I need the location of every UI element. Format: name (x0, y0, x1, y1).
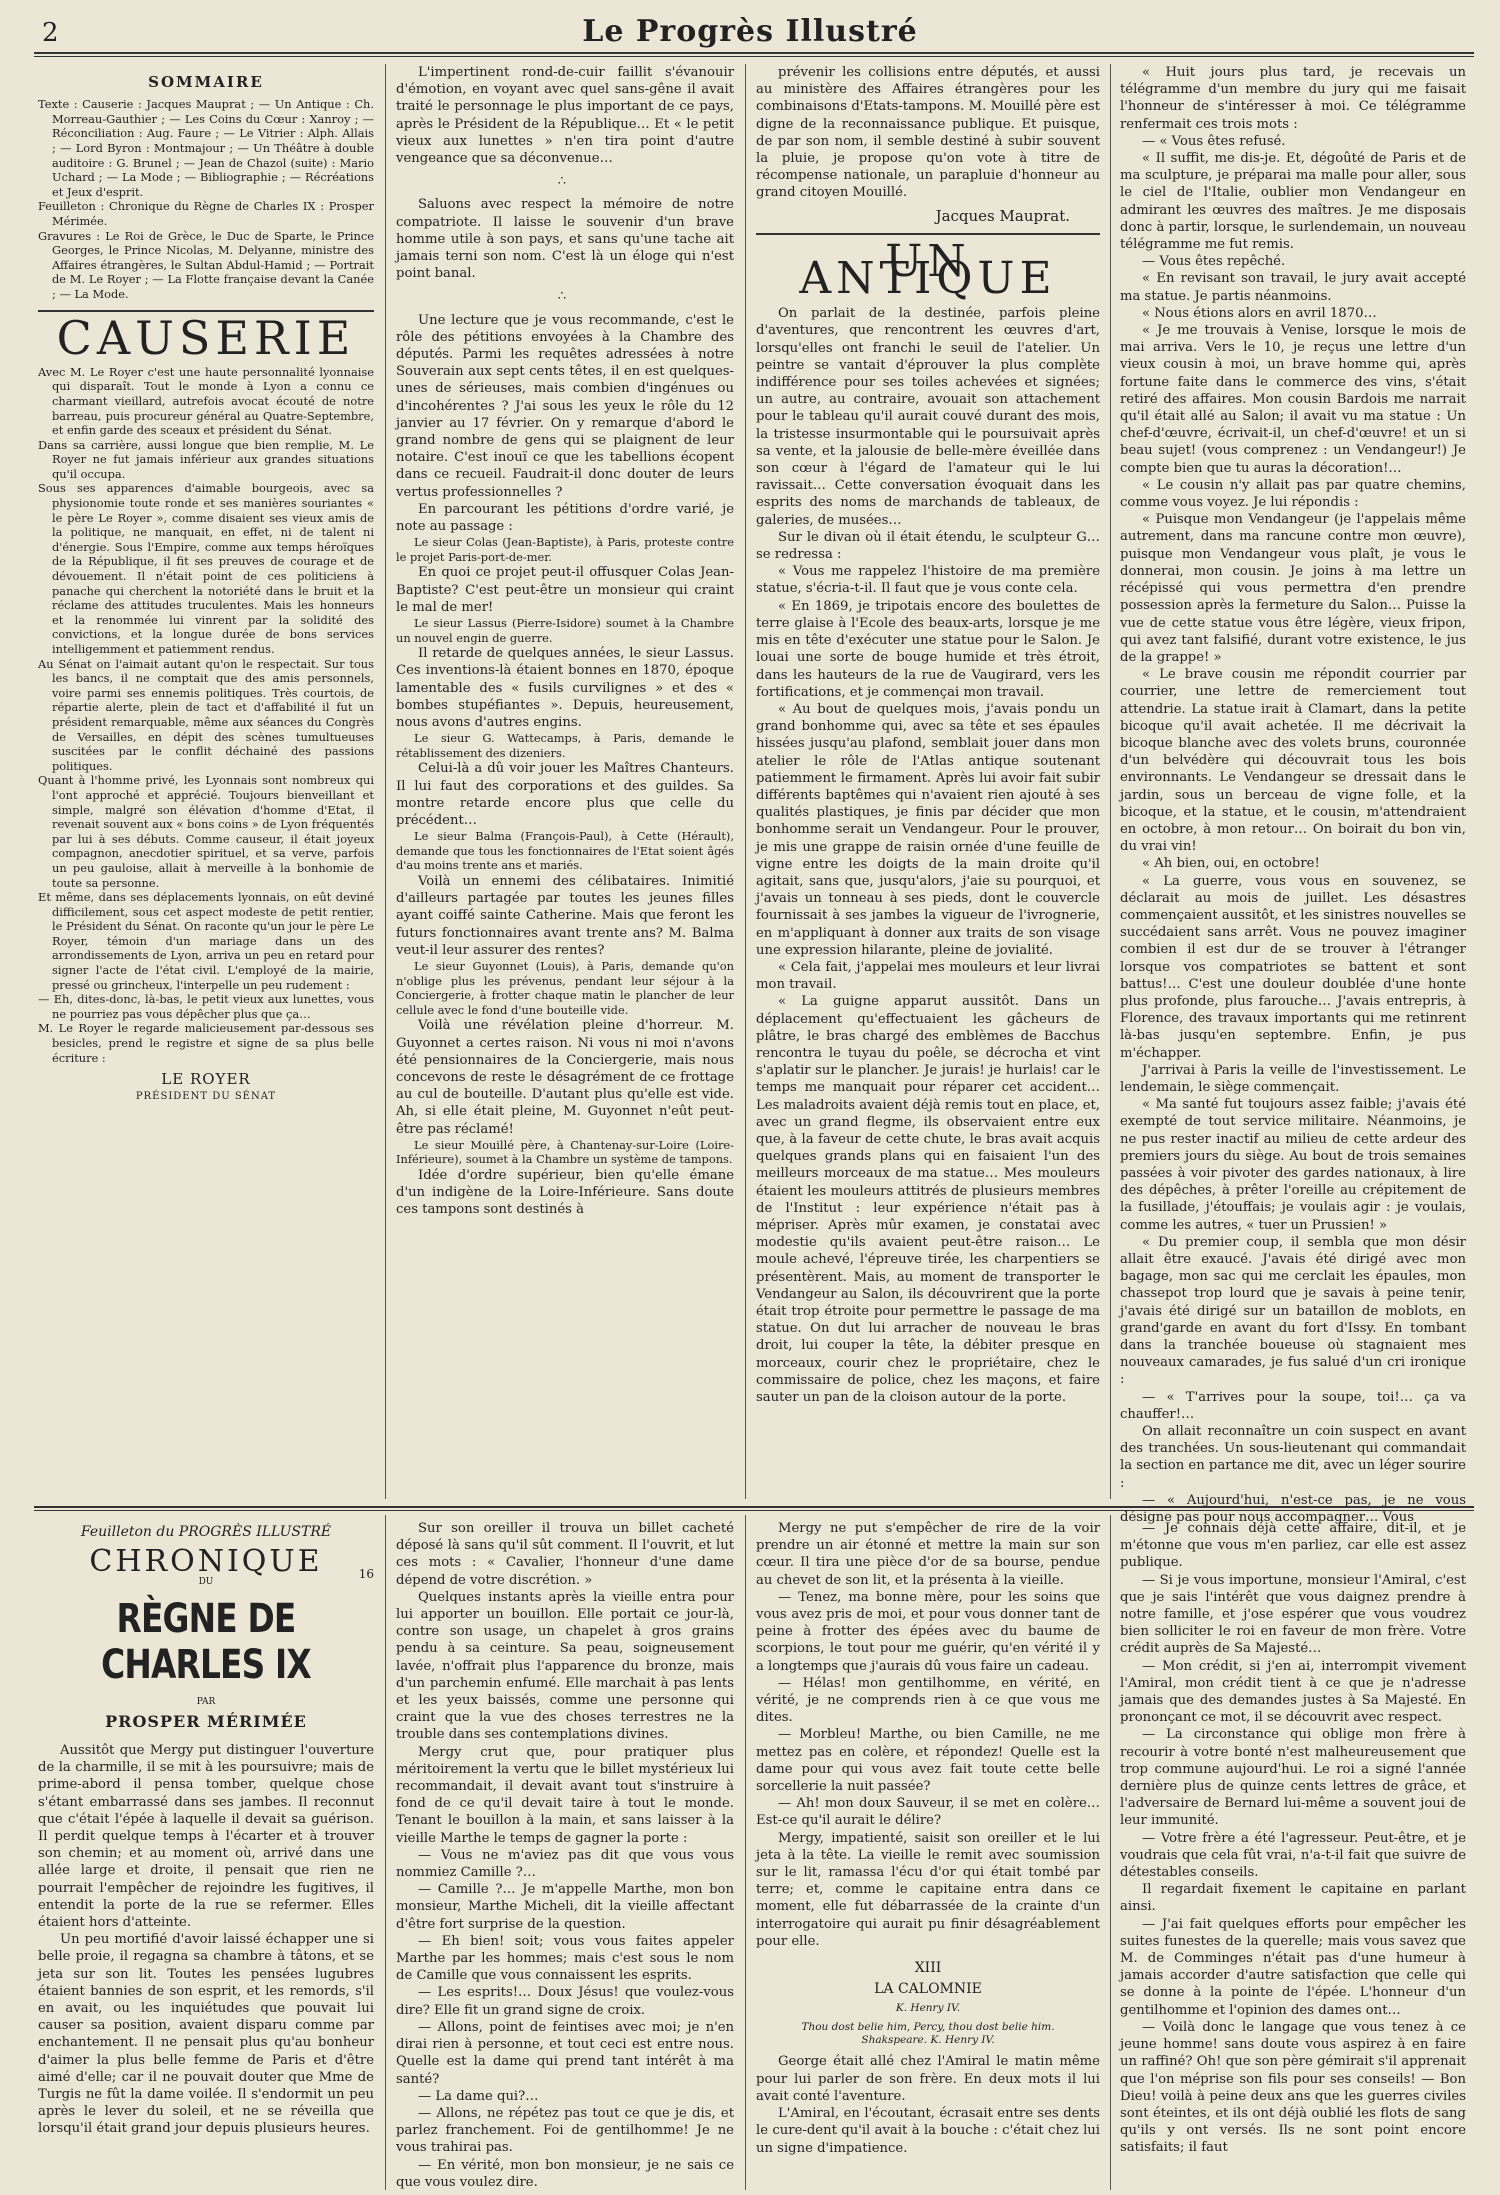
feuilleton-rule (34, 1506, 1474, 1508)
paragraph: — « Vous êtes refusé. (1142, 133, 1286, 149)
feuilleton-body-2 (396, 1520, 734, 2191)
paragraph: George était allé chez l'Amiral le matin même pour lui parler de son frère. En deux mots il lui avait conté l'aventure. (756, 2054, 1100, 2104)
column-feuilleton-1 (38, 1520, 374, 2190)
paragraph: « Le cousin n'y allait pas par quatre chemins, comme vous voyez. Je lui répondis : (1120, 477, 1466, 511)
signature-title: PRÉSIDENT DU SÉNAT (135, 1091, 277, 1103)
paragraph: Voilà une révélation pleine d'horreur. M. Guyonnet a certes raison. Ni vous ni moi n'avons été pensionnaires de la Conciergerie, mais nous concevons de reste le désagrément de ce frottage au cul de bouteille. D'autant plus qu'elle est vide. Ah, si elle était pleine, M. Guyonnet n'eût peut-être pas réclamé! (396, 1018, 734, 1137)
column-rule (745, 64, 746, 1499)
sommaire-feuilleton: Feuilleton : Chronique du Règne de Charles IX : Prosper Mérimée. (38, 199, 374, 228)
petition: Le sieur Balma (François-Paul), à Cette (Hérault), demande que tous les fonctionnaires de l'Etat soient âgés d'au moins trente ans et mariés. (396, 829, 734, 873)
petition: Le sieur Mouillé père, à Chantenay-sur-Loire (Loire-Inférieure), soumet à la Chambre un système de tampons. (396, 1137, 734, 1167)
petition: Le sieur Guyonnet (Louis), à Paris, demande qu'on n'oblige plus les prévenus, pendant leur séjour à la Conciergerie, à frotter chaque matin le plancher de leur cellule avec le fond d'une bouteille vide. (396, 959, 734, 1017)
section-separator: ∴ (557, 289, 573, 305)
paragraph: « Le brave cousin me répondit courrier par courrier, une lettre de remerciement tout attendrie. La statue irait à Clamart, dans la petite bicoque qu'il avait achetée. Il me décrivait la bicoque blanche avec des volets bruns, couronnée d'un belvédère qui découvrait tous les bois environnants. Le Vendangeur se dressait dans le jardin, sous un berceau de vigne folle, et la bicoque, et la statue, et le cousin, m'attendraient en octobre, à mon retour… On boirait du bon vin, du vrai vin! (1120, 667, 1466, 855)
sommaire-texte: Texte : Causerie : Jacques Mauprat ; — Un Antique : Ch. Morreau-Gauthier ; — Les Coins du Cœur : Xanroy ; — Réconciliation : Aug. Faure ; — Le Vitrier : Alph. Allais ; — Lord Byron : Montmajour ; — Un Théâtre à double auditoire : G. Brunel ; — Jean de Chazol (suite) : Mario Uchard ; — La Mode ; — Bibliographie ; — Récréations et Jeux d'esprit. (38, 97, 374, 199)
epigraph-ref: K. Henry IV. (895, 2002, 961, 2015)
paragraph: — Voilà donc le langage que vous tenez à ce jeune homme! sans doute vous aspirez à en faire un raffiné? Oh! que son père gémirait s'il apprenait que l'on méprise son fils pour ses conseils! — Bon Dieu! voilà à peine deux ans que les guerres civiles sont éteintes, et ils ont déjà oublié les flots de sang qu'ils y ont versés. Ils ne sont point encore satisfaits; il faut (1120, 2019, 1466, 2156)
feuilleton-author: PROSPER MÉRIMÉE (105, 1711, 307, 1731)
paragraph: — Tenez, ma bonne mère, pour les soins que vous avez pris de moi, et pour vous donner tant de peine à frotter des épées avec du baume de scorpions, le tout pour me guérir, qu'en vérité il y a longtemps que j'aurais dû vous faire un cadeau. (756, 1589, 1100, 1674)
petition: Le sieur G. Wattecamps, à Paris, demande le rétablissement des dizeniers. (396, 731, 734, 760)
paragraph: — Vous êtes repêché. (1142, 254, 1286, 270)
paragraph: — Les esprits!… Doux Jésus! que voulez-vous dire? Elle fit un grand signe de croix. (396, 1985, 734, 2018)
paragraph: — Si je vous importune, monsieur l'Amiral, c'est que je sais l'intérêt que vous daignez prendre à notre famille, et j'ose espérer que vous voudrez bien solliciter le roi en faveur de mon frère. Votre crédit auprès de Sa Majesté… (1120, 1572, 1466, 1657)
masthead: Le Progrès Illustré (582, 14, 918, 49)
column-rule (385, 64, 386, 1499)
paragraph: Saluons avec respect la mémoire de notre compatriote. Il laisse le souvenir d'un brave homme utile à son pays, et sans qu'une tache ait jamais terni son nom. C'est là un éloge qui n'est point banal. (396, 197, 734, 282)
paragraph: Il regardait fixement le capitaine en parlant ainsi. (1120, 1882, 1466, 1915)
column-feuilleton-4 (1120, 1520, 1466, 2190)
divider (756, 233, 1100, 235)
paragraph: Au Sénat on l'aimait autant qu'on le respectait. Sur tous les bancs, il ne comptait que des amis personnels, voire parmi ses ennemis politiques. Très courtois, de répartie alerte, plein de tact et d'affabilité il fut un président remarquable, même aux séances du Congrès de Versailles, en dépit des scènes tumultueuses suscitées par le conflit déchainé des passions politiques. (38, 656, 374, 773)
feuilleton-body-3b (756, 2053, 1100, 2156)
section-separator: ∴ (557, 174, 573, 190)
causerie-title: CAUSERIE (56, 310, 356, 365)
paragraph: — Allons, ne répétez pas tout ce que je dis, et parlez franchement. Foi de gentilhomme! Je ne vous trahirai pas. (396, 2105, 734, 2156)
paragraph: — « T'arrives pour la soupe, toi!… ça va chauffer!… (1120, 1389, 1466, 1422)
paragraph: En parcourant les pétitions d'ordre varié, je note au passage : (396, 501, 734, 535)
sommaire-heading: SOMMAIRE (148, 73, 264, 91)
column-antique-1 (756, 64, 1100, 1500)
du-label: DU (198, 1577, 214, 1588)
paragraph: Sur son oreiller il trouva un billet cacheté déposé là sans qu'il sût comment. Il l'ouvrit, et lut ces mots : « Cavalier, l'honneur d'une dame dépend de votre discrétion. » (396, 1521, 734, 1588)
column-rule (1110, 64, 1111, 1499)
paragraph: « La guigne apparut aussitôt. Dans un déplacement qu'effectuaient les gâcheurs de plâtre, le bras chargé des emblèmes de Bacchus rencontra le tuyau du poêle, se décrocha et vint s'aplatir sur le plancher. Je jurais! je hurlais! car le temps me manquait pour réparer cet accident… Les maladroits avaient déjà remis tout en place, et, avec un grand flegme, ils observaient entre eux que, à la faveur de cette chute, le bras avait acquis quelques grands plans qui en faisaient l'un des meilleurs morceaux de ma statue… Mes mouleurs étaient les mouleurs attitrés de plusieurs membres de l'Institut : leur expérience n'était pas à mépriser. Après mûr examen, je constatai avec modestie qu'ils avaient peut-être raison… Le moule achevé, l'épreuve tirée, les charpentiers se présentèrent. Mais, au moment de transporter le Vendangeur au Salon, ils découvrirent que la porte était trop étroite pour permettre le passage de ma statue. On dut lui arracher de nouveau le bras droit, lui couper la tête, la débiter presque en morceaux, courir chez le propriétaire, chez le commissaire de police, chez les maçons, et faire sauter un pan de la cloison autour de la porte. (756, 994, 1100, 1406)
paragraph: Dans sa carrière, aussi longue que bien remplie, M. Le Royer ne fut jamais inférieur aux grandes situations qu'il occupa. (38, 437, 374, 481)
paragraph: Aussitôt que Mergy put distinguer l'ouverture de la charmille, il se mit à les poursuivre; mais de prime-abord il pensa tomber, quelque chose s'étant embarrassé dans ses jambes. Il reconnut que c'était l'épée à laquelle il devait sa guérison. Il perdit quelque temps à l'écarter et à trouver son chemin; et au moment où, arrivé dans une allée large et droite, il pensait que rien ne pourrait l'empêcher de rejoindre les fugitives, il entendit la porte de la rue se refermer. Elles étaient hors d'atteinte. (38, 1743, 374, 1931)
paragraph: — La circonstance qui oblige mon frère à recourir à votre bonté n'est malheureusement que trop commune aujourd'hui. Le roi a signé l'année dernière plus de quinze cents lettres de grâce, et l'adversaire de Bernard lui-même a souvent joui de leur immunité. (1120, 1727, 1466, 1829)
paragraph: « Du premier coup, il sembla que mon désir allait être exaucé. J'avais été dirigé avec mon bagage, mon sac qui me cerclait les épaules, mon chassepot trop lourd que je savais à peine tenir, j'avais été dirigé sur un bataillon de moblots, en grand'garde en avant du fort d'Issy. En tombant dans la tranchée boueuse où stagnaient mes nouveaux camarades, je fus salué d'un cri ironique : (1120, 1234, 1466, 1388)
paragraph: L'Amiral, en l'écoutant, écrasait entre ses dents le cure-dent qu'il avait à la bouche : c'était chez lui un signe d'impatience. (756, 2106, 1100, 2156)
paragraph: « Huit jours plus tard, je recevais un télégramme d'un membre du jury qui me faisait l'honneur de s'intéresser à moi. Ce télégramme renfermait ces trois mots : (1120, 65, 1466, 132)
paragraph: — En vérité, mon bon monsieur, je ne sais ce que vous voulez dire. (396, 2157, 734, 2190)
paragraph: Un peu mortifié d'avoir laissé échapper une si belle proie, il regagna sa chambre à tâtons, et se jeta sur son lit. Toutes les pensées lugubres étaient bannies de son esprit, et les remords, s'il en avait, ou les inquiétudes que pouvait lui causer sa position, avaient disparu comme par enchantement. Il ne pensait plus qu'au bonheur d'aimer la plus belle femme de Paris et d'être aimé d'elle; car il ne pouvait douter que Mme de Turgis ne fût la dame voilée. Il s'endormit un peu après le lever du soleil, et ne se réveilla que lorsqu'il était grand jour depuis plusieurs heures. (38, 1932, 374, 2137)
paragraph: Mergy crut que, pour pratiquer plus méritoirement la vertu que le billet mystérieux lui recommandait, il devait avant tout s'instruire à fond de ce qu'il devait taire à tout le monde. Tenant le bouillon à la main, et sans laisser à la vieille Marthe le temps de gagner la porte : (396, 1744, 734, 1846)
paragraph: « Nous étions alors en avril 1870… (1142, 305, 1377, 321)
paragraph: — Mon crédit, si j'en ai, interrompit vivement l'Amiral, mon crédit tient à ce que je n'adresse jamais que des demandes justes à Sa Majesté. En prononçant ce mot, il se découvrit avec respect. (1120, 1658, 1466, 1726)
petition: Le sieur Colas (Jean-Baptiste), à Paris, proteste contre le projet Paris-port-de-mer. (396, 535, 734, 564)
paragraph: Et même, dans ses déplacements lyonnais, on eût deviné difficilement, sous cet aspect modeste de petit rentier, le Président du Sénat. On raconte qu'un jour le père Le Royer, témoin d'un mariage dans un des arrondissements de Lyon, arriva un peu en retard pour signer l'acte de l'état civil. L'employé de la mairie, pressé ou grincheux, l'interpelle un peu rudement : (38, 890, 374, 992)
paragraph: Mergy, impatienté, saisit son oreiller et le lui jeta à la tête. La vieille le remit avec soumission sur le lit, ramassa l'écu d'or qui était tombé par terre; et, comme le capitaine entra dans ce moment, elle fut débarrassée de la crainte d'un interrogatoire qui aurait pu finir désagréablement pour elle. (756, 1830, 1100, 1949)
paragraph: Il retarde de quelques années, le sieur Lassus. Ces inventions-là étaient bonnes en 1870, époque lamentable des « fusils curvilignes » et des « bombes stupéfiantes ». Depuis, heureusement, nous avons d'autres engins. (396, 646, 734, 731)
paragraph: Mergy ne put s'empêcher de rire de la voir prendre un air étonné et mettre la main sur son cœur. Il tira une pièce d'or de sa bourse, pendue au chevet de son lit, et la présenta à la vieille. (756, 1521, 1100, 1588)
paragraph: — Je connais déjà cette affaire, dit-il, et je m'étonne que vous m'en parliez, car elle est assez publique. (1120, 1521, 1466, 1571)
paragraph: « Ah bien, oui, en octobre! (1142, 856, 1320, 872)
column-feuilleton-2 (396, 1520, 734, 2190)
paragraph: « Cela fait, j'appelai mes mouleurs et leur livrai mon travail. (756, 959, 1100, 993)
epigraph: Thou dost belie him, Percy, thou dost belie him. (801, 2021, 1055, 2034)
paragraph: — Vous ne m'aviez pas dit que vous vous nommiez Camille ?… (396, 1847, 734, 1881)
paragraph: « Vous me rappelez l'histoire de ma première statue, s'écria-t-il. Il faut que je vous conte cela. (756, 564, 1100, 597)
top-rule (34, 52, 1474, 54)
regne-title: RÈGNE DE CHARLES IX (101, 1595, 311, 1688)
paragraph: — Ah! mon doux Sauveur, il se met en colère… Est-ce qu'il aurait le délire? (756, 1796, 1100, 1829)
paragraph: On parlait de la destinée, parfois pleine d'aventures, que rencontrent les œuvres d'art, lorsqu'elles ont franchi le seuil de l'atelier. Un peintre se vantait d'éprouver la plus complète indifférence pour ses toiles achevées et signées; un autre, au contraire, avouait son attachement pour le tableau qu'il aurait couvé durant des mois, la tristesse insurmontable qui le poursuivait après sa vente, et la jalousie de belle-mère éveillée dans son cœur à l'égard de l'amateur qui le lui ravissait… Cette conversation évoquait dans les esprits des noms de marchands de tableaux, de galeries, de musées… (756, 306, 1100, 528)
top-rule-thin (34, 56, 1474, 57)
feuilleton-label: Feuilleton du PROGRÈS ILLUSTRÉ (80, 1524, 332, 1540)
antique-body (756, 305, 1100, 1406)
paragraph: — Votre frère a été l'agresseur. Peut-être, et je voudrais que cela fût vrai, n'a-t-il fait que suivre de détestables conseils. (1120, 1830, 1466, 1881)
paragraph: Celui-là a dû voir jouer les Maîtres Chanteurs. Il lui faut des corporations et des guildes. Sa montre retarde encore plus que celle du précédent… (396, 761, 734, 829)
column-rule (385, 1515, 386, 2190)
column-rule (745, 1515, 746, 2190)
paragraph: On allait reconnaître un coin suspect en avant des tranchées. Un sous-lieutenant qui commandait la section en partance me dit, avec un léger sourire : (1120, 1424, 1466, 1491)
paragraph: — Eh, dites-donc, là-bas, le petit vieux aux lunettes, vous ne pourriez pas vous dépêcher plus que ça… (38, 992, 374, 1021)
paragraph: J'arrivai à Paris la veille de l'investissement. Le lendemain, le siège commençait. (1120, 1062, 1466, 1095)
paragraph: — La dame qui?… (418, 2088, 539, 2104)
column-rule (1110, 1515, 1111, 2190)
column-causerie-2 (396, 64, 734, 1500)
paragraph: — Allons, point de feintises avec moi; je n'en dirai rien à personne, et tout ceci est entre nous. Quelle est la dame qui prend tant intérêt à ma santé? (396, 2019, 734, 2087)
sommaire-gravures: Gravures : Le Roi de Grèce, le Duc de Sparte, le Prince Georges, le Prince Nicolas, M. Delyanne, ministre des Affaires étrangères, le Sultan Abdul-Hamid ; — Portrait de M. Le Royer ; — La Flotte française devant la Canée ; — La Mode. (38, 228, 374, 301)
column-antique-2 (1120, 64, 1466, 1526)
feuilleton-body-3 (756, 1520, 1100, 1950)
causerie-col2-top (396, 64, 734, 535)
column-causerie-1 (38, 70, 374, 1500)
signature: LE ROYER (161, 1070, 251, 1089)
paragraph: « En revisant son travail, le jury avait accepté ma statue. Je partis néanmoins. (1120, 271, 1466, 304)
chronique-title: CHRONIQUE (89, 1544, 323, 1580)
paragraph: Quant à l'homme privé, les Lyonnais sont nombreux qui l'ont approché et apprécié. Toujours bienveillant et simple, malgré son élévation d'homme d'Etat, il revenait souvent aux « bons coins » de Lyon fréquentés par lui à ses débuts. Comme causeur, il était joyeux compagnon, anecdotier spirituel, et sa verve, parfois un peu gauloise, allait à merveille à la bonhomie de toute sa personne. (38, 773, 374, 890)
paragraph: — Eh bien! soit; vous vous faites appeler Marthe par les hommes; mais c'est sous le nom de Camille que vous connaissent les esprits. (396, 1933, 734, 1984)
paragraph: « La guerre, vous vous en souvenez, se déclarait au mois de juillet. Les désastres commençaient aussitôt, et les sinistres nouvelles se succédaient sans arrêt. Vous ne pouvez imaginer combien il est dur de se trouver à l'étranger lorsque vos compatriotes se battent et sont battus!… C'est une douleur doublée d'une honte plus profonde, plus farouche… J'avais entrepris, à Florence, des travaux importants qui me retinrent là-bas jusqu'en septembre. Enfin, je pus m'échapper. (1120, 873, 1466, 1061)
column-feuilleton-3 (756, 1520, 1100, 2190)
paragraph: Sous ses apparences d'aimable bourgeois, avec sa physionomie toute ronde et ses manières souriantes « le père Le Royer », comme disaient ses vieux amis de la politique, ne manquait, en effet, ni de talent ni d'énergie. Sous l'Empire, comme aux temps héroïques de la République, il fit ses preuves de courage et de dévouement. Il n'était point de ces politiciens à panache qui cherchent la notoriété dans le bruit et la réclame des attitudes truculentes. Mais les honneurs et la renommée lui vinrent par la solidité des convictions, et la longue durée de bons services intelligemment et patiemment rendus. (38, 481, 374, 656)
epigraph-source: Shakspeare. K. Henry IV. (861, 2034, 995, 2047)
paragraph: « Il suffit, me dis-je. Et, dégoûté de Paris et de ma sculpture, je préparai ma malle pour aller, sous le ciel de l'Italie, oublier mon Vendangeur en admirant les œuvres des maîtres. Je me disposais donc à partir, lorsque, le surlendemain, un nouveau télégramme me fut remis. (1120, 151, 1466, 253)
page-number: 2 (42, 18, 59, 48)
paragraph: « Puisque mon Vendangeur (je l'appelais même autrement, dans ma rancune contre mon œuvre), puisque mon Vendangeur vous plaît, je vous le donnerai, mon cousin. Je joins à ma lettre un récépissé qui vous permettra d'en prendre possession après la fermeture du Salon… Puisse la vue de cette statue vous être légère, vieux fripon, qui avez tant falsifié, durant votre existence, le jus de la grappe! » (1120, 512, 1466, 665)
chapter-number: XIII (914, 1960, 942, 1977)
paragraph: Idée d'ordre supérieur, bien qu'elle émane d'un indigène de la Loire-Inférieure. Sans doute ces tampons sont destinés à (396, 1168, 734, 1218)
paragraph: Sur le divan où il était étendu, le sculpteur G… se redressa : (756, 529, 1100, 563)
feuilleton-body-1 (38, 1742, 374, 2138)
paragraph: — Camille ?… Je m'appelle Marthe, mon bon monsieur, Marthe Micheli, dit la vieille affectant d'être fort surprise de la question. (396, 1882, 734, 1932)
paragraph: « Je me trouvais à Venise, lorsque le mois de mai arriva. Vers le 10, je reçus une lettre d'un vieux cousin à moi, un brave homme qui, après fortune faite dans le commerce des vins, s'était retiré des affaires. Mon cousin Bardois me narrait qu'il était allé au Salon; il avait vu ma statue : Un chef-d'œuvre, écrivait-il, un chef-d'œuvre! et un si beau sujet! (vous comprenez : un Vendangeur!) Je compte bien que tu auras la décoration!… (1120, 323, 1466, 476)
paragraph: — « Aujourd'hui, n'est-ce pas, je ne vous désigne pas pour nous accompagner… Vous (1120, 1492, 1466, 1526)
paragraph: Voilà un ennemi des célibataires. Inimitié d'ailleurs partagée par toutes les jeunes filles ayant coiffé sainte Catherine. Mais que feront les futurs fonctionnaires avant trente ans? M. Balma veut-il leur assurer des rentes? (396, 874, 734, 958)
paragraph: Avec M. Le Royer c'est une haute personnalité lyonnaise qui disparaît. Tout le monde à Lyon a connu ce charmant vieillard, autrefois avocat écouté de notre barreau, puis procureur général au Quatre-Septembre, et enfin garde des sceaux et président du Sénat. (38, 364, 374, 438)
paragraph: « En 1869, je tripotais encore des boulettes de terre glaise à l'Ecole des beaux-arts, lorsque je me mis en tête d'exécuter une statue pour le Salon. Je louai une sorte de bouge humide et très étroit, dans les hauteurs de la rue de Vaugirard, vers les fortifications, et je commençai mon travail. (756, 598, 1100, 700)
paragraph: Une lecture que je vous recommande, c'est le rôle des pétitions envoyées à la Chambre des députés. Parmi les requêtes adressées à notre Souverain aux sept cents têtes, il en est quelques-unes de sérieuses, mais combien d'ingénues ou d'incohérentes ? J'ai sous les yeux le rôle du 12 janvier au 17 février. On y remarque d'abord le grand nombre de gens qui se plaignent de leur notaire. C'est inouï ce que les tabellions écopent dans ce recueil. Faudrait-il donc douter de leurs vertus professionnelles ? (396, 312, 734, 500)
feuilleton-body-4 (1120, 1520, 1466, 2157)
paragraph: En quoi ce projet peut-il offusquer Colas Jean-Baptiste? C'est peut-être un monsieur qui craint le mal de mer! (396, 565, 734, 615)
paragraph: « Ma santé fut toujours assez faible; j'avais été exempté de tout service militaire. Néanmoins, je ne pus rester inactif au milieu de cette ardeur des premiers jours du siège. Au bout de trois semaines passées à voir pivoter des gardes nationaux, à lire des dépêches, à prêter l'oreille au crépitement de la fusillade, j'étouffais; je voulais agir : je voulais, comme les autres, « tuer un Prussien! » (1120, 1097, 1466, 1233)
causerie-body (38, 365, 374, 1066)
causerie-ending: prévenir les collisions entre députés, et aussi au ministère des Affaires étrangères pour les combinaisons d'Etats-tampons. M. Mouillé père est digne de la reconnaissance publique. Et puisque, de par son nom, il semble destiné à subir souvent la pluie, je propose qu'on vote à titre de récompense nationale, un parapluie d'honneur au grand citoyen Mouillé. (756, 65, 1100, 201)
antique-title: UN ANTIQUE (799, 235, 1057, 305)
paragraph: — Morbleu! Marthe, ou bien Camille, ne me mettez pas en colère, et répondez! Quelle est la dame pour qui vous avez fait toute cette belle sorcellerie la nuit passée? (756, 1727, 1100, 1795)
paragraph: — J'ai fait quelques efforts pour empêcher les suites funestes de la querelle; mais vous savez que M. de Comminges n'était pas d'une humeur à jamais accorder d'autre satisfaction que celle qui se donne à la pointe de l'épée. L'honneur d'un gentilhomme et l'opinion des dames ont… (1120, 1916, 1466, 2018)
paragraph: L'impertinent rond-de-cuir faillit s'évanouir d'émotion, en voyant avec quel sans-gêne il avait traité le personnage le plus important de ce pays, après le Président de la République… Et « le petit vieux aux lunettes » n'en tira point d'autre vengeance que sa déconvenue… (396, 65, 734, 167)
feuilleton-rule-thin (34, 1510, 1474, 1511)
paragraph: M. Le Royer le regarde malicieusement par-dessous ses besicles, prend le registre et signe de sa plus belle écriture : (38, 1021, 374, 1065)
causerie-author: Jacques Mauprat. (935, 206, 1070, 225)
paragraph: — Hélas! mon gentilhomme, en vérité, en vérité, je ne comprends rien à ce que vous me dites. (756, 1675, 1100, 1726)
paragraph: « Au bout de quelques mois, j'avais pondu un grand bonhomme qui, avec sa tête et ses épaules hissées jusqu'au plafond, semblait jouer dans mon atelier le rôle de l'Atlas antique soutenant patiemment le firmament. Après lui avoir fait subir différents baptêmes qui n'avaient rien ajouté à ses qualités plastiques, je finis par décider que mon bonhomme serait un Vendangeur. Pour le prouver, je mis une grappe de raisin ornée d'une feuille de vigne entre les doigts de la main droite qu'il agitait, sans que, jusqu'alors, j'aie su pourquoi, et j'avais un tonneau à ses pieds, dont le couvercle fournissait à ses jambes la vigueur de l'ivrognerie, en m'appliquant à donner aux traits de son visage une expression hilarante, pleine de jovialité. (756, 701, 1100, 958)
chapter-title: LA CALOMNIE (874, 1981, 982, 1998)
par-label: PAR (196, 1696, 216, 1707)
petition: Le sieur Lassus (Pierre-Isidore) soumet à la Chambre un nouvel engin de guerre. (396, 616, 734, 645)
feuilleton-number: 16 (358, 1567, 374, 1581)
paragraph: Quelques instants après la vieille entra pour lui apporter un bouillon. Elle portait ce jour-là, contre son usage, un chapelet à gros grains pendu à sa ceinture. Sa peau, soigneusement lavée, n'offrait plus l'apparence du bronze, mais d'un parchemin enfumé. Elle marchait à pas lents et les yeux baissés, comme une personne qui craint que la vue des choses terrestres ne la trouble dans ses contemplations divines. (396, 1589, 734, 1743)
antique-body-cont (1120, 64, 1466, 1526)
